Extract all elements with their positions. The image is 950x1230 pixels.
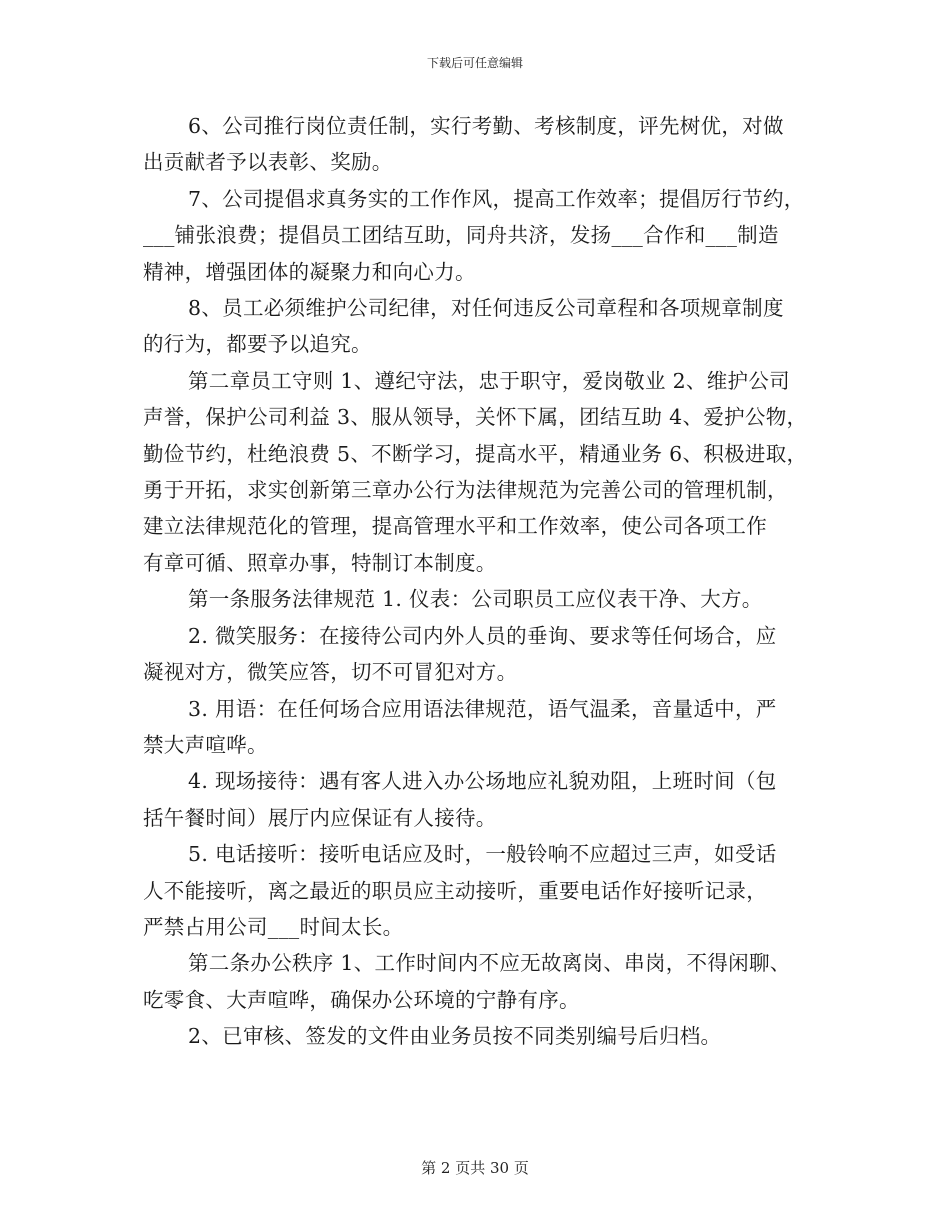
paragraph-line: 第一条服务法律规范 1. 仪表：公司职员工应仪表干净、大方。 [188,587,763,612]
paragraph-6 [143,618,833,691]
paragraph-line: 第二章员工守则 1、遵纪守法，忠于职守，爱岗敬业 2、维护公司 [188,368,790,393]
paragraph-4 [143,363,833,581]
paragraph-line: 严禁占用公司___时间太长。 [143,914,404,939]
paragraph-8 [143,763,833,836]
paragraph-line: ___铺张浪费；提倡员工团结互助，同舟共济，发扬___合作和___制造 [143,223,779,248]
paragraph-line: 8、员工必须维护公司纪律，对任何违反公司章程和各项规章制度 [188,296,784,321]
paragraph-line: 有章可循、照章办事，特制订本制度。 [143,550,497,575]
paragraph-3 [143,290,833,363]
paragraph-2 [143,181,833,290]
paragraph-line: 7、公司提倡求真务实的工作作风，提高工作效率；提倡厉行节约， [188,186,805,211]
paragraph-9 [143,836,833,945]
paragraph-5 [143,581,833,617]
paragraph-line: 括午餐时间）展厅内应保证有人接待。 [143,805,497,830]
paragraph-11 [143,1018,833,1054]
paragraph-7 [143,691,833,764]
paragraph-line: 精神，增强团体的凝聚力和向心力。 [143,259,476,284]
paragraph-line: 建立法律规范化的管理，提高管理水平和工作效率，使公司各项工作 [143,514,767,539]
paragraph-line: 2、已审核、签发的文件由业务员按不同类别编号后归档。 [188,1024,722,1049]
paragraph-line: 5. 电话接听：接听电话应及时，一般铃响不应超过三声，如受话 [188,842,777,867]
paragraph-line: 声誉，保护公司利益 3、服从领导，关怀下属，团结互助 4、爱护公物， [143,405,808,430]
paragraph-10 [143,945,833,1018]
document-body [143,108,833,1055]
paragraph-line: 人不能接听，离之最近的职员应主动接听，重要电话作好接听记录， [143,878,767,903]
paragraph-line: 勤俭节约，杜绝浪费 5、不断学习，提高水平，精通业务 6、积极进取， [143,441,808,466]
paragraph-line: 出贡献者予以表彰、奖励。 [143,150,393,175]
paragraph-line: 禁大声喧哗。 [143,732,268,757]
paragraph-line: 第二条办公秩序 1、工作时间内不应无故离岗、串岗，不得闲聊、 [188,951,791,976]
paragraph-line: 2. 微笑服务：在接待公司内外人员的垂询、要求等任何场合，应 [188,623,777,648]
paragraph-line: 的行为，都要予以追究。 [143,332,372,357]
paragraph-line: 勇于开拓，求实创新第三章办公行为法律规范为完善公司的管理机制， [143,478,788,503]
paragraph-line: 6、公司推行岗位责任制，实行考勤、考核制度，评先树优，对做 [188,114,784,138]
paragraph-line: 4. 现场接待：遇有客人进入办公场地应礼貌劝阻，上班时间（包 [188,769,777,794]
page-footer: 第 2 页共 30 页 [421,1159,529,1177]
page-header: 下载后可任意编辑 [426,56,523,70]
paragraph-1 [143,108,833,181]
paragraph-line: 吃零食、大声喧哗，确保办公环境的宁静有序。 [143,987,580,1012]
paragraph-line: 3. 用语：在任何场合应用语法律规范，语气温柔，音量适中，严 [188,696,777,721]
paragraph-line: 凝视对方，微笑应答，切不可冒犯对方。 [143,660,518,685]
